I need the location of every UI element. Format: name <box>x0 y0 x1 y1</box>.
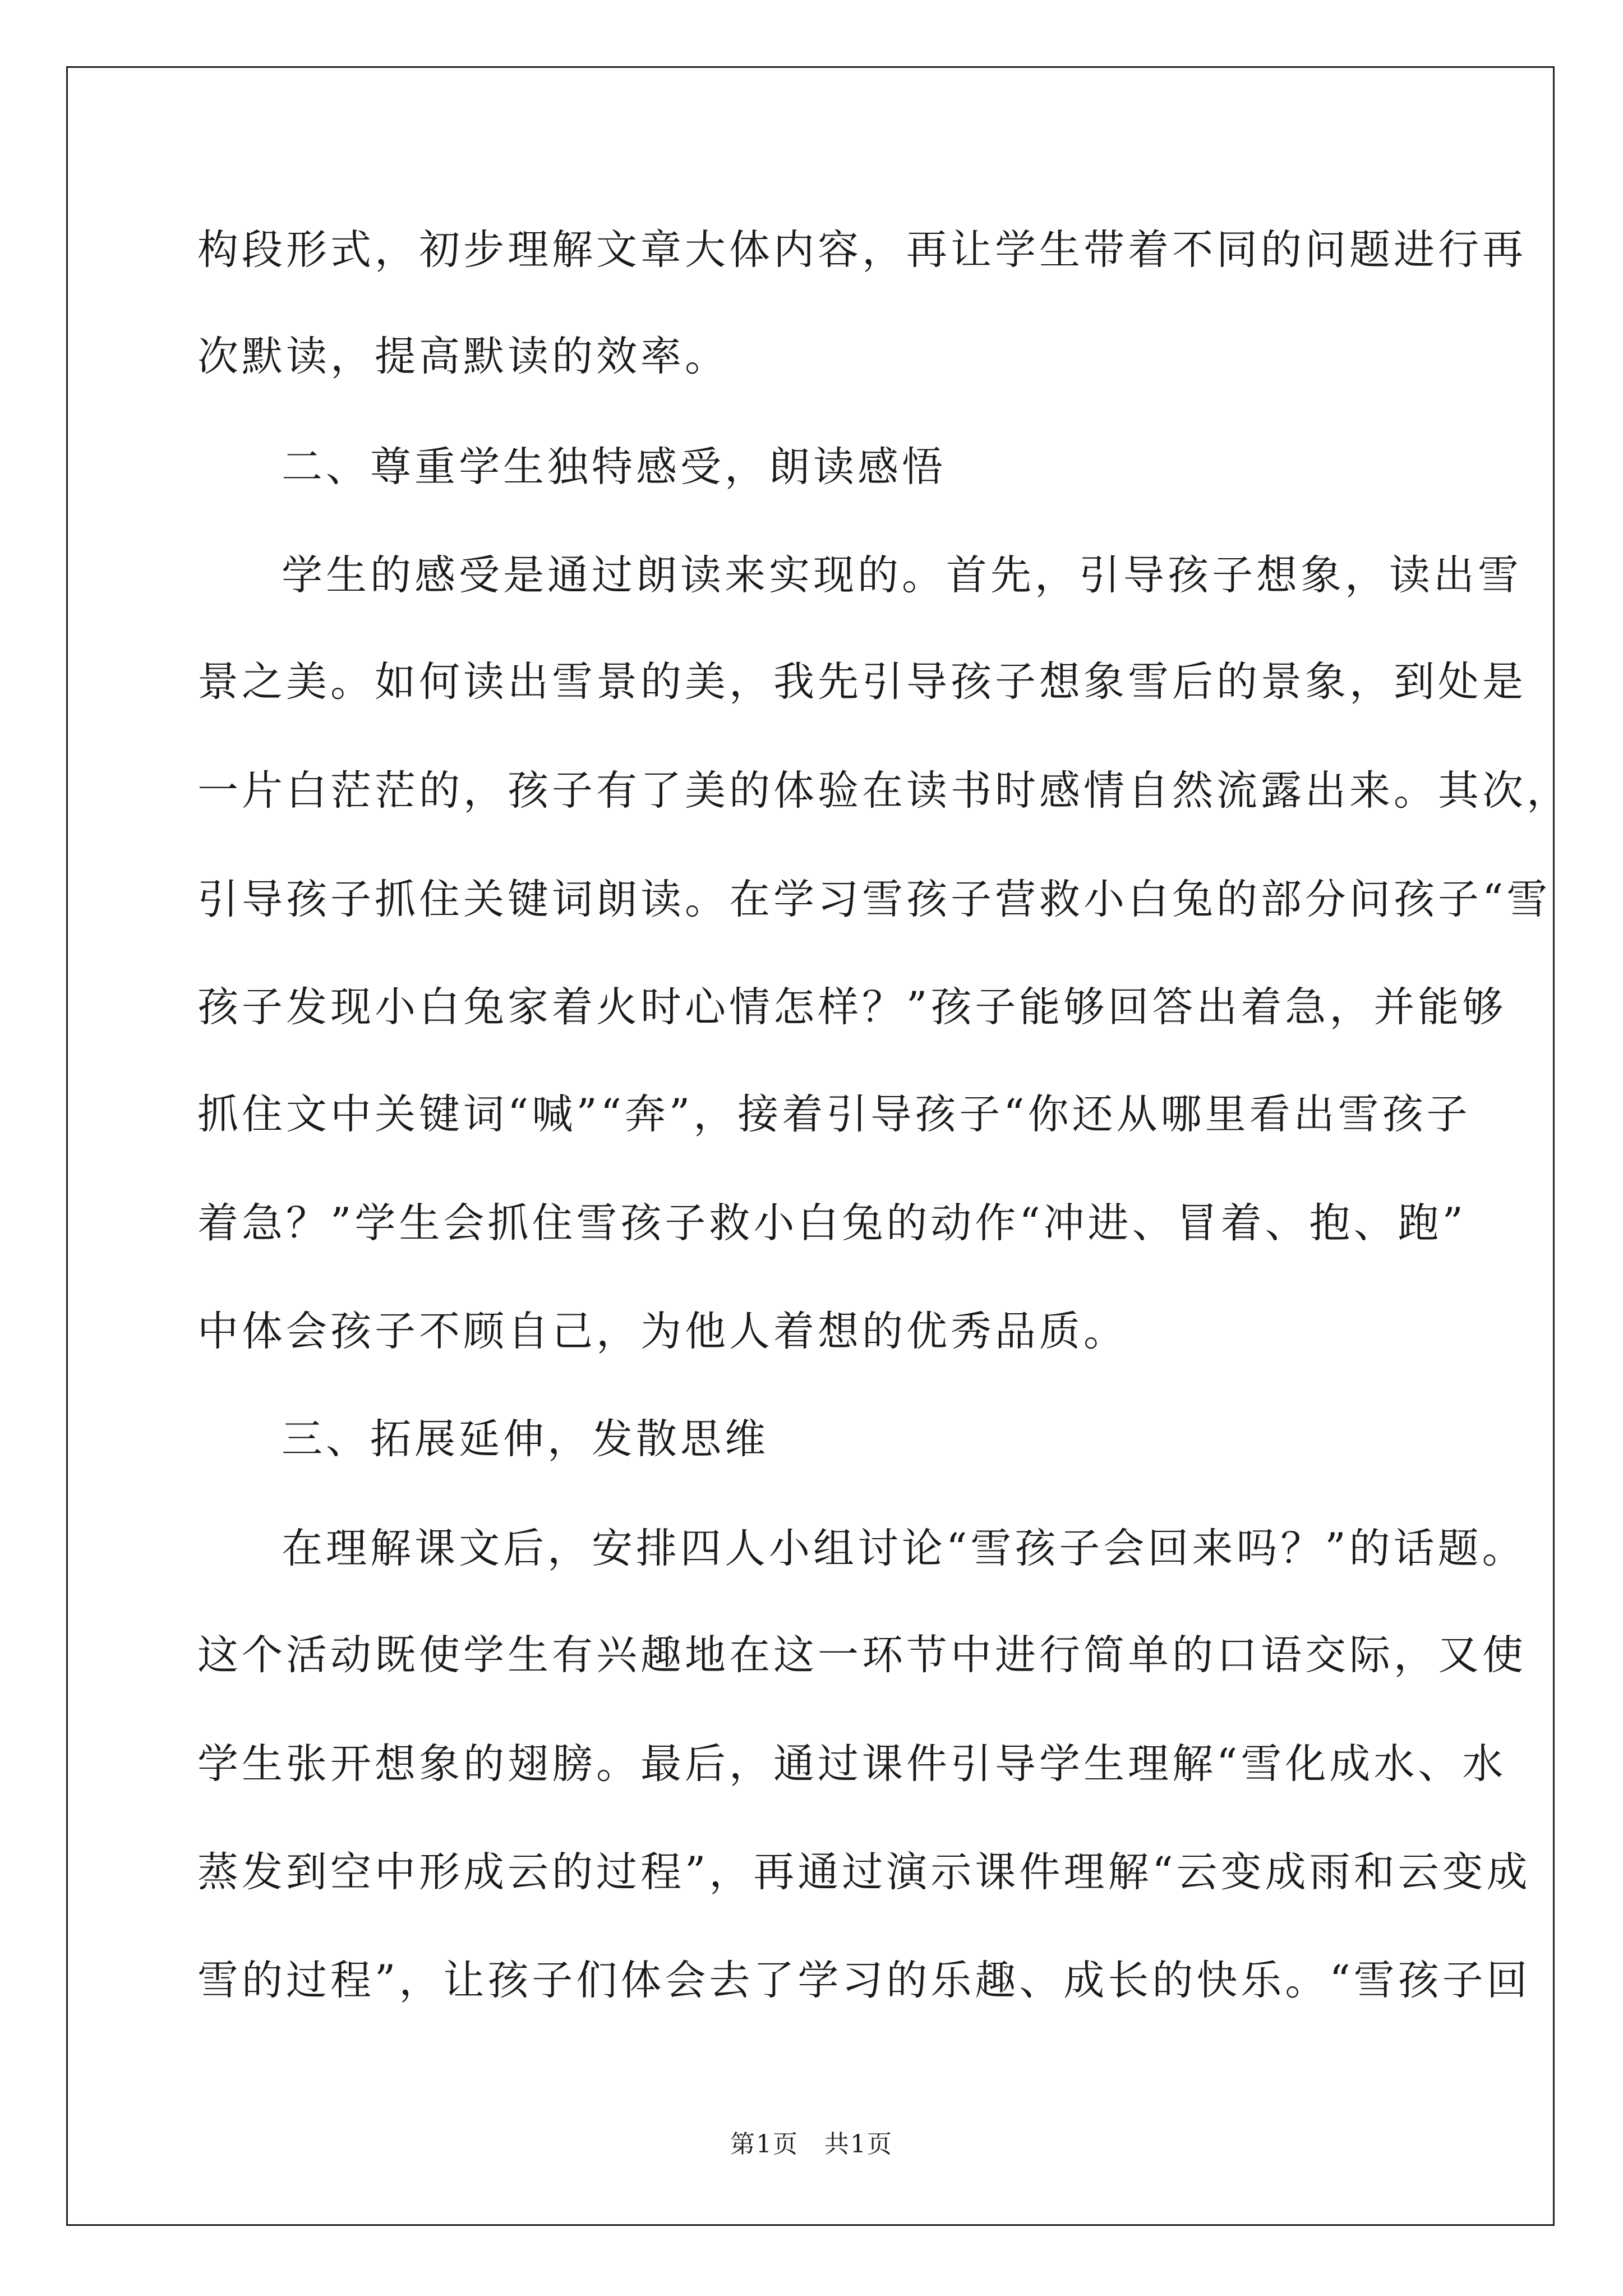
paragraph-line: 抓住文中关键词“喊”“奔”，接着引导孩子“你还从哪里看出雪孩子 <box>197 1091 1471 1138</box>
paragraph-line: 蒸发到空中形成云的过程”，再通过演示课件理解“云变成雨和云变成 <box>197 1848 1531 1896</box>
section-heading: 三、拓展延伸，发散思维 <box>282 1415 769 1463</box>
paragraph-line: 次默读，提高默读的效率。 <box>197 333 729 380</box>
paragraph-line: 引导孩子抓住关键词朗读。在学习雪孩子营救小白兔的部分问孩子“雪 <box>197 876 1551 923</box>
paragraph-line: 构段形式，初步理解文章大体内容，再让学生带着不同的问题进行再 <box>197 226 1527 274</box>
paragraph-line: 在理解课文后，安排四人小组讨论“雪孩子会回来吗？”的话题。 <box>282 1525 1527 1572</box>
page-footer <box>0 2129 1623 2160</box>
paragraph-line: 着急？”学生会抓住雪孩子救小白兔的动作“冲进、冒着、抱、跑” <box>197 1199 1467 1247</box>
paragraph-line: 一片白茫茫的，孩子有了美的体验在读书时感情自然流露出来。其次， <box>197 767 1571 815</box>
section-heading: 二、尊重学生独特感受，朗读感悟 <box>282 443 946 491</box>
paragraph-line: 雪的过程”，让孩子们体会去了学习的乐趣、成长的快乐。“雪孩子回 <box>197 1957 1531 2004</box>
paragraph-line: 这个活动既使学生有兴趣地在这一环节中进行简单的口语交际，又使 <box>197 1631 1527 1679</box>
paragraph-line: 中体会孩子不顾自己，为他人着想的优秀品质。 <box>197 1308 1128 1355</box>
page-total: 共1页 <box>824 2130 893 2159</box>
paragraph-line: 学生的感受是通过朗读来实现的。首先，引导孩子想象，读出雪 <box>282 551 1522 599</box>
page-number: 第1页 <box>730 2130 799 2159</box>
paragraph-line: 学生张开想象的翅膀。最后，通过课件引导学生理解“雪化成水、水 <box>197 1740 1507 1788</box>
paragraph-line: 景之美。如何读出雪景的美，我先引导孩子想象雪后的景象，到处是 <box>197 658 1527 706</box>
paragraph-line: 孩子发现小白兔家着火时心情怎样？”孩子能够回答出着急，并能够 <box>197 983 1507 1031</box>
